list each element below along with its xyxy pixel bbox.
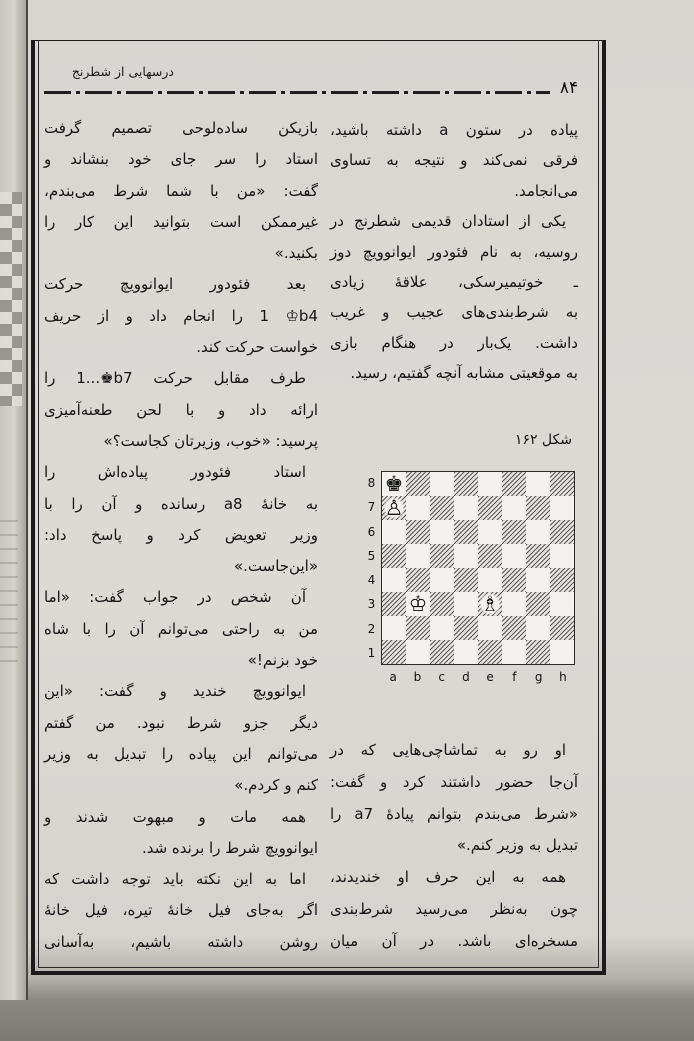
board-rank-labels xyxy=(365,471,378,665)
board-square xyxy=(502,568,526,592)
paragraph xyxy=(330,862,578,957)
header-decorative-rule xyxy=(44,91,550,94)
board-square xyxy=(454,544,478,568)
paragraph xyxy=(330,115,578,206)
move-notation: 1 ♔b4 xyxy=(259,306,318,325)
board-square xyxy=(478,568,502,592)
text-line: یکی از استادان قدیمی شطرنج در xyxy=(330,212,566,231)
paragraph xyxy=(330,206,578,388)
board-square xyxy=(406,640,430,664)
text-line: روسیه، به نام فئودور ایوانوویچ دوز xyxy=(330,242,578,261)
file-label: h xyxy=(559,670,567,684)
text-line: خواست حرکت کند. xyxy=(196,338,318,357)
board-square xyxy=(454,592,478,616)
file-label: c xyxy=(438,670,445,684)
board-square xyxy=(406,568,430,592)
left-column-text xyxy=(44,113,318,958)
board-square xyxy=(526,496,550,520)
board-square xyxy=(550,568,574,592)
text-line: بعد فئودور ایوانوویچ حرکت xyxy=(44,275,306,294)
board-square xyxy=(526,592,550,616)
figure-caption: شکل ۱۶۲ xyxy=(514,432,572,448)
white-king-piece: ♔ xyxy=(408,592,428,616)
text-line: آن شخص در جواب گفت: «اما xyxy=(44,588,306,607)
paragraph xyxy=(44,269,318,363)
rank-label: 7 xyxy=(367,500,376,515)
board-square xyxy=(382,544,406,568)
board-square xyxy=(382,568,406,592)
board-square xyxy=(478,640,502,664)
paragraph xyxy=(44,113,318,269)
board-square xyxy=(502,496,526,520)
board-square xyxy=(526,472,550,496)
board-square xyxy=(526,640,550,664)
paragraph xyxy=(44,676,318,801)
rank-label: 8 xyxy=(367,476,376,491)
adjacent-page-board-fragment xyxy=(0,192,22,406)
black-king-piece: ♚ xyxy=(384,472,404,496)
board-square xyxy=(430,472,454,496)
text-line: 1 ♔b4 را انجام داد و از حریف xyxy=(44,306,318,325)
text-line: ایوانوویچ شرط را برنده شد. xyxy=(141,838,318,857)
board-square xyxy=(430,616,454,640)
board-square xyxy=(406,616,430,640)
board-square xyxy=(478,544,502,568)
text-line: طرف مقابل حرکت 1...♚b7 را xyxy=(44,369,306,388)
move-notation: 1...♚b7 xyxy=(76,369,133,388)
text-line: خود بزنم!» xyxy=(247,651,318,670)
board-square xyxy=(406,496,430,520)
text-line: تبدیل به وزیر کنم.» xyxy=(456,836,578,855)
right-column-top-text xyxy=(330,115,578,389)
text-line: استاد فئودور پیاده‌اش را xyxy=(44,463,306,482)
text-line: به موقعیتی مشابه آنچه گفتیم، رسید. xyxy=(350,364,578,383)
paragraph xyxy=(330,735,578,862)
board-square xyxy=(430,520,454,544)
file-label: e xyxy=(486,670,494,684)
adjacent-page-text-fragment xyxy=(0,520,18,670)
board-square xyxy=(502,616,526,640)
text-line: به خانهٔ a8 رسانده و آن را با xyxy=(44,494,319,513)
file-label: g xyxy=(534,670,543,684)
text-line: بازیکن ساده‌لوحی تصمیم گرفت xyxy=(44,119,318,137)
board-square xyxy=(502,472,526,496)
paragraph xyxy=(44,457,318,582)
rank-label: 6 xyxy=(367,524,376,539)
text-line: همه به این حرف او خندیدند، xyxy=(330,868,566,887)
text-line: ارائه داد و با لحن طعنه‌آمیزی xyxy=(44,400,318,419)
text-line: من به راحتی می‌توانم آن را با شاه xyxy=(44,619,318,638)
adjacent-page-edge xyxy=(0,0,28,1000)
text-line: او رو به تماشاچی‌هایی که در xyxy=(330,741,566,759)
text-line: داشت. یک‌بار در هنگام بازی xyxy=(330,333,578,352)
text-line: «این‌جاست.» xyxy=(233,557,318,576)
paragraph xyxy=(44,363,318,457)
paragraph xyxy=(44,802,318,865)
board-square xyxy=(382,640,406,664)
board-square xyxy=(502,640,526,664)
paragraph xyxy=(44,582,318,676)
board-square xyxy=(382,616,406,640)
text-line: روشن داشته باشیم، به‌آسانی xyxy=(44,932,318,951)
white-pawn-piece: ♙ xyxy=(384,496,404,520)
board-square xyxy=(526,616,550,640)
text-line: وزیر تعویض کرد و پاسخ داد: xyxy=(44,525,318,544)
rank-label: 5 xyxy=(367,548,376,563)
text-line: آن‌جا حضور داشتند کرد و گفت: xyxy=(330,772,578,791)
file-label: d xyxy=(462,670,470,684)
text-line: همه مات و مبهوت شدند و xyxy=(44,807,306,826)
board-square xyxy=(406,544,430,568)
text-line: پیاده در ستون a داشته باشید، xyxy=(330,121,578,139)
board-square xyxy=(430,568,454,592)
board-square xyxy=(550,616,574,640)
chess-board-diagram xyxy=(381,471,575,665)
text-line: کنم و کردم.» xyxy=(234,776,318,795)
text-line: غیرممکن است بتوانید این کار را xyxy=(44,212,318,231)
board-square xyxy=(430,592,454,616)
text-line: می‌توانم این پیاده را تبدیل به وزیر xyxy=(44,744,318,763)
text-line: بکنید.» xyxy=(274,244,318,263)
board-square xyxy=(454,472,478,496)
board-square xyxy=(454,520,478,544)
rank-label: 3 xyxy=(367,597,376,612)
text-line: پرسید: «خوب، وزیرتان کجاست؟» xyxy=(103,431,318,450)
board-square xyxy=(430,496,454,520)
board-square xyxy=(550,496,574,520)
text-line: استاد را سر جای خود بنشاند و xyxy=(44,150,318,169)
board-square xyxy=(406,520,430,544)
board-square xyxy=(526,520,550,544)
text-line: اگر به‌جای فیل خانهٔ تیره، فیل خانهٔ xyxy=(44,901,318,920)
board-square xyxy=(406,472,430,496)
text-line: «شرط می‌بندم بتوانم پیادهٔ a7 را xyxy=(330,804,578,823)
text-line: دیگر جزو شرط نبود. من گفتم xyxy=(44,713,318,732)
text-line: چون به‌نظر می‌رسید شرط‌بندی xyxy=(330,899,578,918)
board-square xyxy=(478,520,502,544)
text-line: گفت: «من با شما شرط می‌بندم، xyxy=(44,181,318,200)
board-square xyxy=(478,616,502,640)
rank-label: 4 xyxy=(367,573,376,588)
board-square xyxy=(454,616,478,640)
board-square xyxy=(502,544,526,568)
board-square xyxy=(454,496,478,520)
text-line: اما به این نکته باید توجه داشت که xyxy=(44,870,306,889)
right-column-bottom-text xyxy=(330,735,578,958)
board-square xyxy=(382,520,406,544)
board-square xyxy=(430,544,454,568)
board-square xyxy=(454,640,478,664)
board-square xyxy=(526,544,550,568)
text-line: به شرط‌بندی‌های عجیب و غریب xyxy=(330,303,578,322)
page-number: ۸۴ xyxy=(559,78,579,98)
board-square xyxy=(550,640,574,664)
board-square xyxy=(502,592,526,616)
white-bishop-piece: ♗ xyxy=(480,592,500,616)
file-label: a xyxy=(389,670,397,684)
board-square xyxy=(454,568,478,592)
paragraph xyxy=(44,864,318,958)
text-line: ـ خوتیمیرسکی، علاقهٔ زیادی xyxy=(330,273,578,292)
board-square xyxy=(502,520,526,544)
rank-label: 2 xyxy=(367,621,376,636)
text-line: مسخره‌ای باشد. در آن میان xyxy=(330,931,578,950)
running-header-title: درسهایی از شطرنج xyxy=(71,64,174,79)
board-square xyxy=(550,544,574,568)
text-line: فرقی نمی‌کند و نتیجه به تساوی xyxy=(330,151,578,170)
board-square xyxy=(382,592,406,616)
file-label: f xyxy=(512,670,517,684)
board-square xyxy=(430,640,454,664)
board-file-labels xyxy=(381,669,575,685)
text-line: می‌انجامد. xyxy=(514,181,578,200)
board-square xyxy=(550,472,574,496)
text-line: ایوانوویچ خندید و گفت: «این xyxy=(44,682,306,701)
board-square xyxy=(478,472,502,496)
board-square xyxy=(550,592,574,616)
board-square xyxy=(478,496,502,520)
file-label: b xyxy=(413,670,422,684)
rank-label: 1 xyxy=(367,645,376,660)
board-square xyxy=(550,520,574,544)
board-square xyxy=(526,568,550,592)
